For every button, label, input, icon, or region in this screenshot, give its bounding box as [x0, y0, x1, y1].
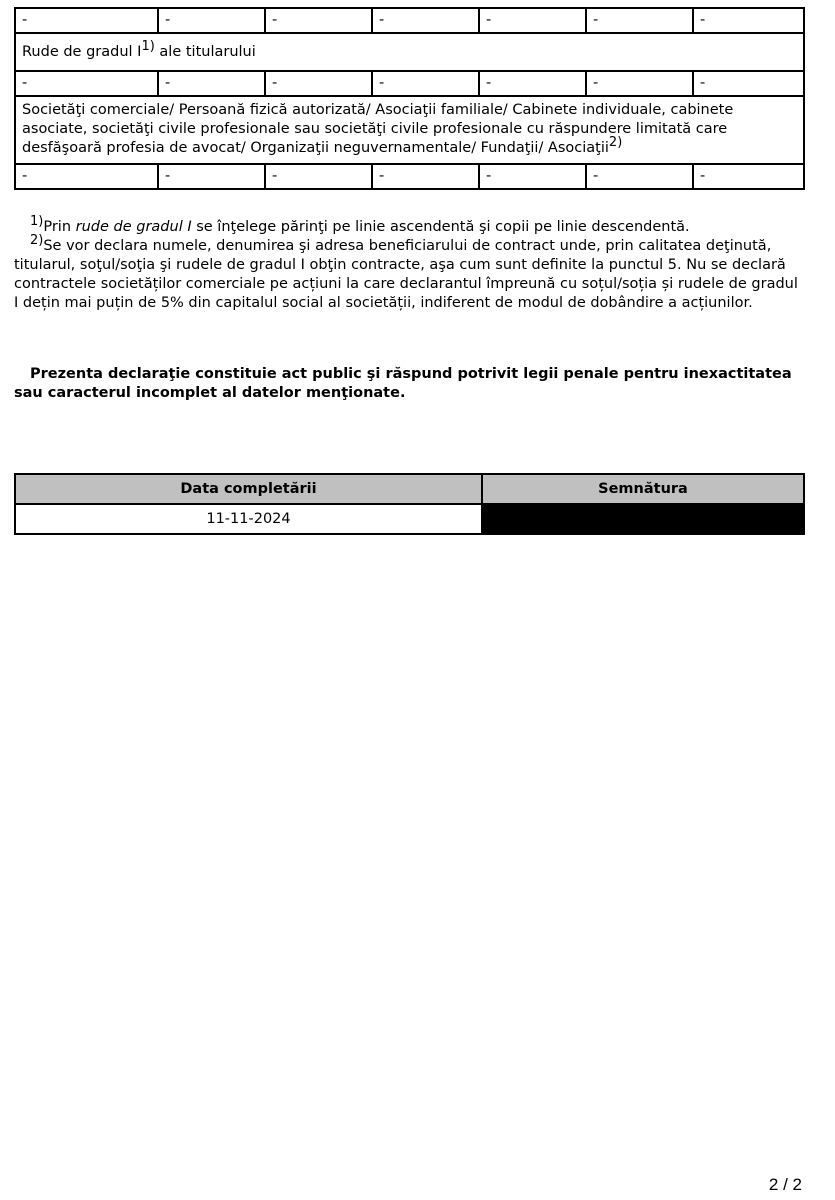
table-cell: - [15, 71, 158, 96]
public-act-statement [14, 365, 803, 403]
table-row [15, 8, 804, 33]
footnote-2-marker: 2) [30, 233, 44, 248]
table-cell: - [372, 164, 479, 189]
signature-value-row [15, 504, 804, 534]
table-cell: - [265, 8, 372, 33]
signature-header-row [15, 474, 804, 504]
section-relatives-tail: ale titularului [154, 44, 256, 60]
signature-header: Semnătura [482, 474, 804, 504]
table-row [15, 164, 804, 189]
section-companies-heading [15, 96, 804, 164]
footnote-ref-2: 2) [608, 135, 623, 150]
table-cell: - [586, 71, 693, 96]
table-cell: - [372, 71, 479, 96]
footnote-2-text: Se vor declara numele, denumirea şi adresa beneficiarului de contract unde, prin calitatea deţinută, titularul, soţul/soţia şi rudele de gradul I obţin contracte, aşa cum sunt definite la punctul 5. Nu se declară contractele societăților comerciale pe acțiuni la care declarantul împreună cu soțul/soția și rudele de gradul I dețin mai puțin de 5% din capitalul social al societății, indiferent de modul de dobândire a acțiunilor. [14, 238, 798, 311]
table-cell: - [15, 164, 158, 189]
footnote-1-text-start: Prin [43, 219, 76, 235]
table-cell: - [479, 164, 586, 189]
section-header-row [15, 33, 804, 71]
table-cell: - [586, 164, 693, 189]
contracts-table [14, 7, 805, 190]
table-cell: - [265, 71, 372, 96]
section-header-row [15, 96, 804, 164]
section-companies-label: Societăţi comerciale/ Persoană fizică autorizată/ Asociaţii familiale/ Cabinete individuale, cabinete asociate, societăţi civile profesionale sau societăţi civile profesionale cu răspundere limitată care desfăşoară profesia de avocat/ Organizaţii neguvernamentale/ Fundaţii/ Asociaţii [22, 102, 734, 156]
page-number: 2 / 2 [768, 1175, 802, 1194]
table-cell: - [479, 8, 586, 33]
footnote-2 [14, 233, 803, 313]
footnote-1-emphasis: rude de gradul I [75, 219, 192, 235]
table-cell: - [372, 8, 479, 33]
signature-table [14, 473, 805, 535]
section-relatives-label: Rude de gradul I [22, 44, 142, 60]
footnote-1-marker: 1) [30, 214, 44, 229]
date-header: Data completării [15, 474, 482, 504]
table-cell: - [158, 71, 265, 96]
table-cell: - [586, 8, 693, 33]
table-cell: - [158, 8, 265, 33]
completion-date: 11-11-2024 [15, 504, 482, 534]
footnotes [14, 214, 803, 313]
footnote-ref-1: 1) [141, 39, 155, 54]
table-cell: - [15, 8, 158, 33]
redacted-signature [482, 504, 804, 534]
declaration-page [14, 7, 803, 535]
footnote-1-text-end: se înţelege părinţi pe linie ascendentă şi copii pe linie descendentă. [191, 219, 690, 235]
table-cell: - [158, 164, 265, 189]
table-cell: - [693, 71, 804, 96]
table-row [15, 71, 804, 96]
table-cell: - [693, 164, 804, 189]
table-cell: - [693, 8, 804, 33]
statement-text: Prezenta declaraţie constituie act public şi răspund potrivit legii penale pentru inexactitatea sau caracterul incomplet al datelor menţionate. [14, 366, 792, 401]
table-cell: - [265, 164, 372, 189]
table-cell: - [479, 71, 586, 96]
section-relatives-heading [15, 33, 804, 71]
footnote-1 [14, 214, 803, 237]
